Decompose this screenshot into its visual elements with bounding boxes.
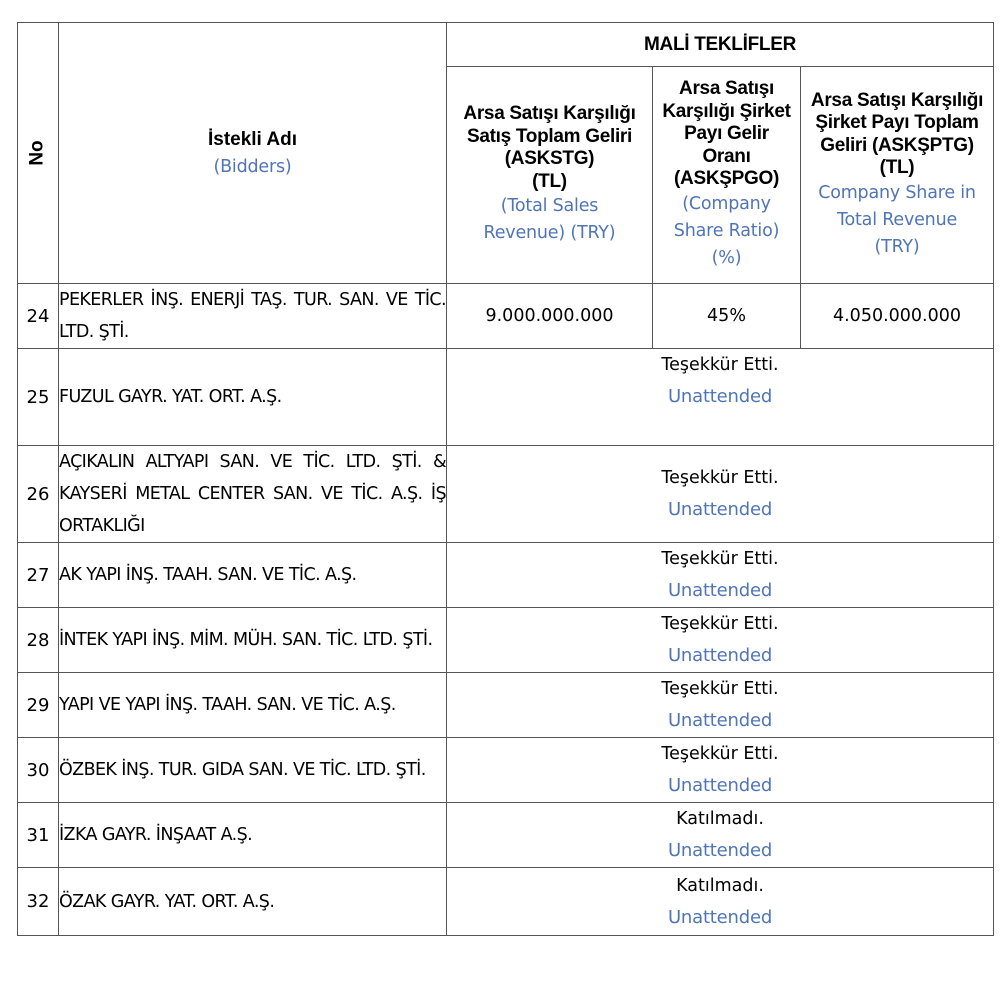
bidder-name: PEKERLER İNŞ. ENERJİ TAŞ. TUR. SAN. VE TİC. LTD. ŞTİ. <box>59 284 447 349</box>
bidder-name: FUZUL GAYR. YAT. ORT. A.Ş. <box>59 349 447 446</box>
status-en: Unattended <box>667 386 773 407</box>
column-header-share-revenue <box>801 67 994 284</box>
bids-table <box>17 22 994 936</box>
bidder-name: İZKA GAYR. İNŞAAT A.Ş. <box>59 803 447 868</box>
header-line-en: (Total Sales <box>500 196 599 216</box>
status-cell <box>447 803 994 868</box>
bidder-name: ÖZBEK İNŞ. TUR. GIDA SAN. VE TİC. LTD. ŞTİ. <box>59 738 447 803</box>
row-number: 25 <box>18 349 59 446</box>
table-row <box>18 543 994 608</box>
bidder-name: ÖZAK GAYR. YAT. ORT. A.Ş. <box>59 868 447 936</box>
table-row <box>18 868 994 936</box>
no-header-label: No <box>26 140 48 166</box>
header-line-en: Share Ratio) <box>673 220 780 241</box>
status-en: Unattended <box>667 645 773 666</box>
financial-offers-group-header: MALİ TEKLİFLER <box>447 23 994 67</box>
status-cell <box>447 349 994 446</box>
share-ratio-header-en <box>653 191 800 272</box>
header-line-en: Revenue) (TRY) <box>483 223 616 243</box>
bidder-name: İNTEK YAPI İNŞ. MİM. MÜH. SAN. TİC. LTD. ŞTİ. <box>59 608 447 673</box>
status-en: Unattended <box>667 906 773 928</box>
share-ratio-value: 45% <box>653 284 801 349</box>
table-row <box>18 673 994 738</box>
status-tr: Teşekkür Etti. <box>661 549 779 569</box>
status-cell <box>447 608 994 673</box>
status-en: Unattended <box>667 710 773 731</box>
row-number: 26 <box>18 446 59 543</box>
total-sales-value: 9.000.000.000 <box>447 284 653 349</box>
header-line: (ASKSTG) <box>504 148 595 169</box>
header-line: Geliri (ASKŞPTG) <box>820 134 974 156</box>
header-line: (TL) <box>532 170 567 192</box>
header-line: Oranı <box>702 145 751 167</box>
header-line: Arsa Satışı Karşılığı <box>810 89 984 111</box>
column-header-no <box>18 23 59 284</box>
row-number: 24 <box>18 284 59 349</box>
header-line: Şirket Payı Toplam <box>815 112 979 133</box>
row-number: 27 <box>18 543 59 608</box>
header-line-en: (TRY) <box>874 236 920 257</box>
status-en: Unattended <box>667 840 773 861</box>
header-line-en: (Company <box>682 193 771 214</box>
row-number: 32 <box>18 868 59 936</box>
status-en: Unattended <box>667 775 773 796</box>
status-cell <box>447 738 994 803</box>
header-line: Karşılığı Şirket <box>662 100 791 122</box>
status-cell <box>447 868 994 936</box>
status-tr: Teşekkür Etti. <box>661 355 779 375</box>
status-en: Unattended <box>667 499 773 520</box>
row-number: 29 <box>18 673 59 738</box>
bidder-name: AK YAPI İNŞ. TAAH. SAN. VE TİC. A.Ş. <box>59 543 447 608</box>
column-header-share-ratio <box>653 67 801 284</box>
header-line: Satış Toplam Geliri <box>467 125 632 147</box>
status-en: Unattended <box>667 580 773 601</box>
status-tr: Teşekkür Etti. <box>661 614 779 634</box>
header-line: Arsa Satışı <box>679 78 774 100</box>
header-line: (TL) <box>879 157 915 178</box>
row-number: 31 <box>18 803 59 868</box>
bidder-name: YAPI VE YAPI İNŞ. TAAH. SAN. VE TİC. A.Ş. <box>59 673 447 738</box>
table-row <box>18 738 994 803</box>
table-row <box>18 608 994 673</box>
table-row <box>18 446 994 543</box>
row-number: 30 <box>18 738 59 803</box>
status-cell <box>447 543 994 608</box>
total-sales-header-en <box>447 193 652 247</box>
share-revenue-header-tr <box>801 90 993 180</box>
table-row <box>18 349 994 446</box>
bidder-header-en: (Bidders) <box>213 156 292 177</box>
table-row <box>18 803 994 868</box>
header-row-group <box>18 23 994 67</box>
bidder-header-tr: İstekli Adı <box>207 128 298 150</box>
total-sales-header-tr <box>447 103 652 193</box>
header-line: (ASKŞPGO) <box>674 168 779 190</box>
status-tr: Katılmadı. <box>676 875 764 896</box>
header-line-en: Total Revenue <box>836 209 958 230</box>
status-tr: Teşekkür Etti. <box>661 679 779 699</box>
share-revenue-value: 4.050.000.000 <box>801 284 994 349</box>
share-ratio-header-tr <box>653 78 800 191</box>
row-number: 28 <box>18 608 59 673</box>
column-header-bidder <box>59 23 447 284</box>
header-line-en: (%) <box>711 247 742 268</box>
header-line-en: Company Share in <box>818 182 976 203</box>
status-tr: Teşekkür Etti. <box>661 744 779 764</box>
column-header-total-sales <box>447 67 653 284</box>
status-tr: Teşekkür Etti. <box>661 468 779 488</box>
header-line: Payı Gelir <box>684 123 769 145</box>
share-revenue-header-en <box>801 180 993 261</box>
header-line: Arsa Satışı Karşılığı <box>463 103 636 124</box>
bidder-name: AÇIKALIN ALTYAPI SAN. VE TİC. LTD. ŞTİ. & KAYSERİ METAL CENTER SAN. VE TİC. A.Ş. İŞ ORTAKLIĞI <box>59 446 447 543</box>
status-cell <box>447 446 994 543</box>
status-tr: Katılmadı. <box>676 809 764 829</box>
table-row <box>18 284 994 349</box>
status-cell <box>447 673 994 738</box>
